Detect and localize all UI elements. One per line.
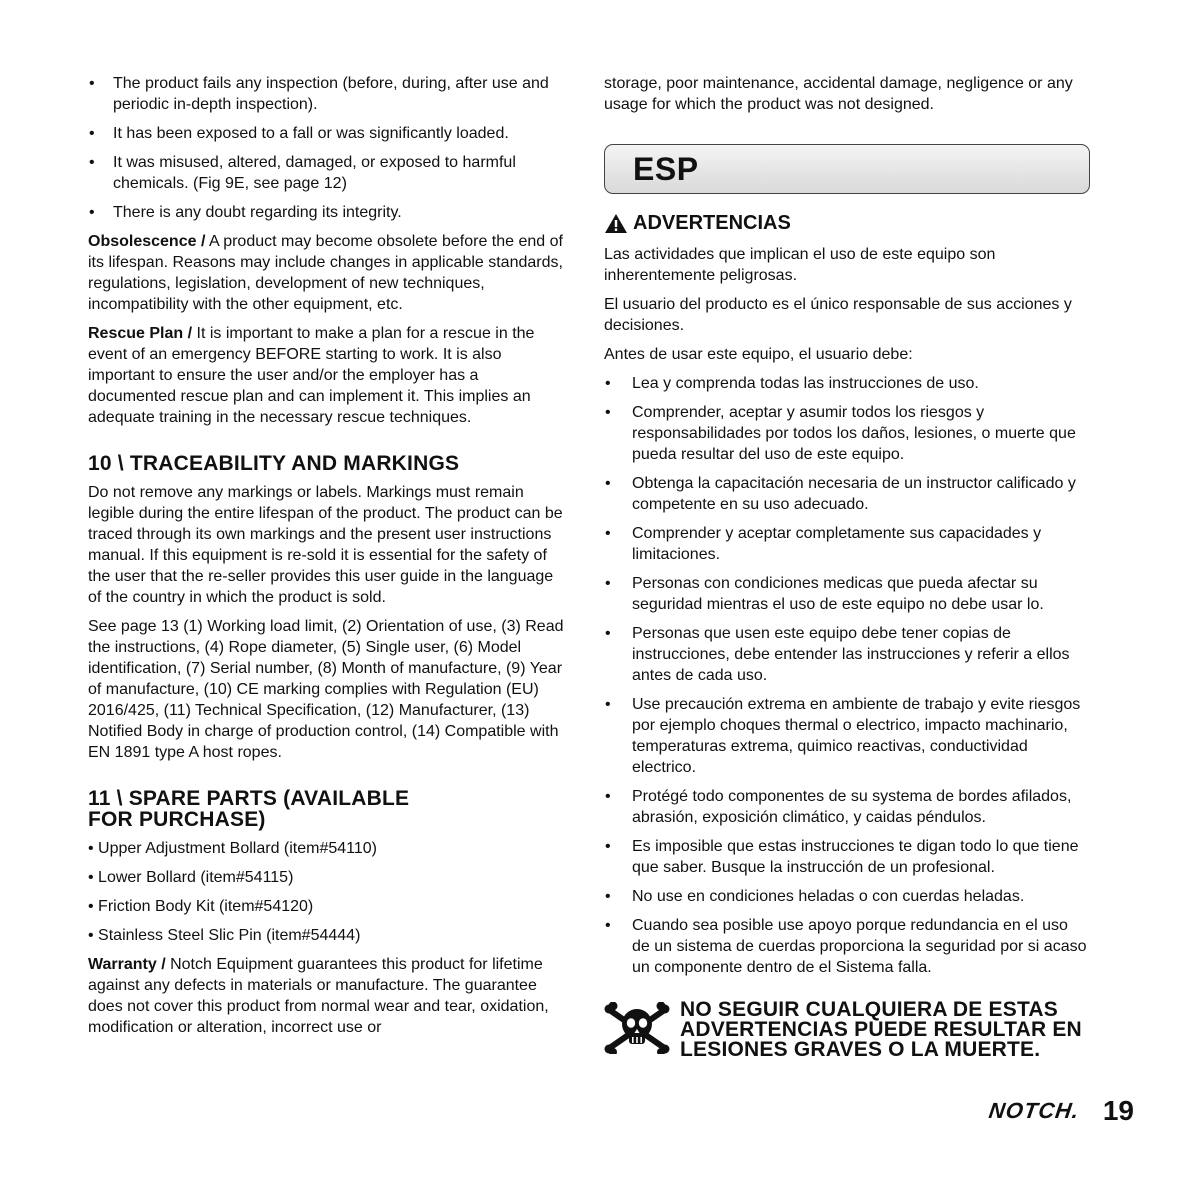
list-item: • Cuando sea posible use apoyo porque redundancia en el uso de un sistema de cuerdas proporciona la seguridad por si acaso un componente dentro de el Sistema falla. <box>604 915 1090 978</box>
danger-notice <box>604 1000 1090 1060</box>
spare-parts-heading: 11 \ SPARE PARTS (AVAILABLE <box>88 787 410 810</box>
warranty-continuation: storage, poor maintenance, accidental damage, negligence or any usage for which the product was not designed. <box>604 75 1073 113</box>
language-section-banner <box>604 144 1090 194</box>
warning-paragraph-2: El usuario del producto es el único responsable de sus acciones y decisiones. <box>604 296 1072 334</box>
spare-parts-list <box>88 838 566 946</box>
page-number: 19 <box>1102 1095 1134 1126</box>
warnings-heading-text: ADVERTENCIAS <box>633 212 791 234</box>
list-item: • Lea y comprenda todas las instrucciones de uso. <box>604 373 1090 394</box>
warning-paragraph-3: Antes de usar este equipo, el usuario debe: <box>604 346 913 363</box>
list-item: • Protégé todo componentes de su systema de bordes afilados, abrasión, exposición climático, y caidas péndulos. <box>604 786 1090 828</box>
list-item: • Lower Bollard (item#54115) <box>88 869 294 886</box>
list-item: • Obtenga la capacitación necesaria de un instructor calificado y competente en su uso adecuado. <box>604 473 1090 515</box>
danger-text-line: LESIONES GRAVES O LA MUERTE. <box>680 1038 1041 1061</box>
warranty-label: Warranty / <box>88 956 166 973</box>
list-item: • Es imposible que estas instrucciones te digan todo lo que tiene que saber. Busque la instrucción de un profesional. <box>604 836 1090 878</box>
list-item: • Comprender, aceptar y asumir todos los riesgos y responsabilidades por todos los daños, lesiones, o muerte que pueda resultar del uso de este equipo. <box>604 402 1090 465</box>
list-item: • No use en condiciones heladas o con cuerdas heladas. <box>604 886 1090 907</box>
list-item: • Personas con condiciones medicas que pueda afectar su seguridad mientras el uso de este equipo no debe usar lo. <box>604 573 1090 615</box>
list-item: • Use precaución extrema en ambiente de trabajo y evite riesgos por ejemplo choques thermal o electrico, impacto machinario, temperaturas extrema, quimico reactivas, conductividad electrico. <box>604 694 1090 778</box>
list-item: • Personas que usen este equipo debe tener copias de instrucciones, debe entender las instrucciones y referir a ellos antes de cada uso. <box>604 623 1090 686</box>
danger-text-line: ADVERTENCIAS PUEDE RESULTAR EN <box>680 1018 1082 1041</box>
warranty-text: Notch Equipment guarantees this product for lifetime against any defects in materials or manufacture. The guarantee does not cover this product from normal wear and tear, oxidation, modification or alteration, incorrect use or <box>88 956 549 1036</box>
warning-triangle-icon <box>604 213 628 234</box>
inspection-criteria-list <box>88 73 566 223</box>
danger-text <box>680 1000 1082 1060</box>
page-footer <box>986 1095 1134 1127</box>
list-item: • It was misused, altered, damaged, or exposed to harmful chemicals. (Fig 9E, see page 12) <box>88 152 566 194</box>
list-item: • Comprender y aceptar completamente sus capacidades y limitaciones. <box>604 523 1090 565</box>
rescue-plan-paragraph <box>88 323 566 428</box>
list-item: • Stainless Steel Slic Pin (item#54444) <box>88 927 361 944</box>
rescue-plan-label: Rescue Plan / <box>88 325 193 342</box>
warranty-paragraph <box>88 954 566 1038</box>
obsolescence-label: Obsolescence / <box>88 233 206 250</box>
right-column <box>604 73 1090 1060</box>
list-item: • The product fails any inspection (before, during, after use and periodic in-depth inspection). <box>88 73 566 115</box>
left-column <box>88 73 566 1046</box>
obsolescence-text: A product may become obsolete before the end of its lifespan. Reasons may include changes in applicable standards, regulations, legislation, development of new techniques, incompatibility with the other equipment, etc. <box>88 233 563 313</box>
skull-crossbones-icon <box>604 1002 670 1054</box>
warnings-list <box>604 373 1090 978</box>
list-item: • It has been exposed to a fall or was significantly loaded. <box>88 123 566 144</box>
list-item: • Upper Adjustment Bollard (item#54110) <box>88 840 378 857</box>
list-item: • There is any doubt regarding its integrity. <box>88 202 566 223</box>
language-label: ESP <box>633 150 699 187</box>
rescue-plan-text: It is important to make a plan for a rescue in the event of an emergency BEFORE starting to work. It is also important to ensure the user and/or the employer has a documented rescue plan and can implement it. This implies an adequate training in the necessary rescue techniques. <box>88 325 535 426</box>
traceability-heading: 10 \ TRACEABILITY AND MARKINGS <box>88 452 460 475</box>
markings-legend-paragraph: See page 13 (1) Working load limit, (2) Orientation of use, (3) Read the instructions, (4) Rope diameter, (5) Single user, (6) Model identification, (7) Serial number, (8) Month of manufacture, (9) Year of manufacture, (10) CE marking complies with Regulation (EU) 2016/425, (11) Technical Specification, (12) Manufacturer, (13) Notified Body in charge of production control, (14) Compatible with EN 1891 type A host ropes. <box>88 618 564 761</box>
traceability-paragraph: Do not remove any markings or labels. Markings must remain legible during the entire lifespan of the product. The product can be traced through its own markings and the present user instructions manual. If this equipment is re-sold it is essential for the safety of the user that the re-seller provides this user guide in the language of the country in which the product is sold. <box>88 484 563 606</box>
list-item: • Friction Body Kit (item#54120) <box>88 898 314 915</box>
spare-parts-heading-line2: FOR PURCHASE) <box>88 808 266 831</box>
danger-text-line: NO SEGUIR CUALQUIERA DE ESTAS <box>680 998 1058 1021</box>
warning-paragraph-1: Las actividades que implican el uso de este equipo son inherentemente peligrosas. <box>604 246 996 284</box>
brand-logo: NOTCH. <box>986 1098 1081 1123</box>
obsolescence-paragraph <box>88 231 566 315</box>
warnings-heading <box>604 212 1090 234</box>
